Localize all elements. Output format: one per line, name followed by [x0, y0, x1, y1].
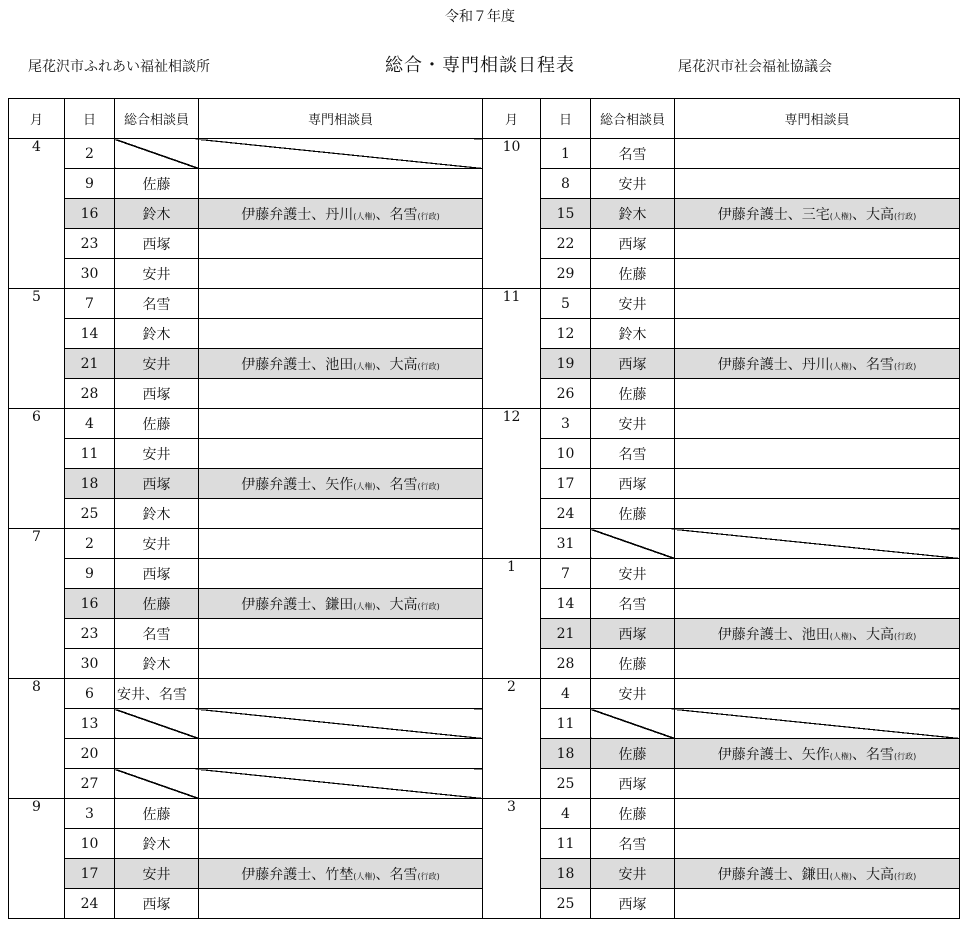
right-general-cell	[591, 709, 675, 739]
left-day-cell: 14	[65, 319, 115, 349]
table-row	[9, 139, 960, 169]
right-specialist-cell	[675, 529, 960, 559]
col-month-right: 月	[483, 99, 541, 139]
right-general-cell: 西塚	[591, 469, 675, 499]
right-general-cell: 西塚	[591, 619, 675, 649]
left-specialist-cell: 伊藤弁護士、池田(人権)、大高(行政)	[199, 349, 483, 379]
right-specialist-cell	[675, 799, 960, 829]
left-general-cell: 鈴木	[115, 199, 199, 229]
right-specialist-cell	[675, 469, 960, 499]
left-day-cell: 2	[65, 529, 115, 559]
right-day-cell: 15	[541, 199, 591, 229]
right-day-cell: 26	[541, 379, 591, 409]
table-row	[9, 559, 960, 589]
left-day-cell: 3	[65, 799, 115, 829]
right-day-cell: 4	[541, 679, 591, 709]
left-general-cell: 名雪	[115, 289, 199, 319]
left-specialist-cell	[199, 439, 483, 469]
col-specialist-right: 専門相談員	[675, 99, 960, 139]
left-month-cell: 8	[9, 679, 65, 799]
right-day-cell: 18	[541, 739, 591, 769]
right-month-cell: 1	[483, 559, 541, 679]
right-specialist-cell: 伊藤弁護士、丹川(人権)、名雪(行政)	[675, 349, 960, 379]
left-general-cell: 安井	[115, 439, 199, 469]
right-general-cell: 西塚	[591, 769, 675, 799]
right-general-cell: 名雪	[591, 589, 675, 619]
right-month-cell: 3	[483, 799, 541, 919]
right-general-cell: 佐藤	[591, 739, 675, 769]
right-specialist-cell	[675, 889, 960, 919]
left-general-cell: 西塚	[115, 889, 199, 919]
left-day-cell: 20	[65, 739, 115, 769]
right-day-cell: 1	[541, 139, 591, 169]
left-specialist-cell	[199, 409, 483, 439]
left-specialist-cell	[199, 529, 483, 559]
right-month-cell: 10	[483, 139, 541, 289]
left-specialist-cell: 伊藤弁護士、竹埜(人権)、名雪(行政)	[199, 859, 483, 889]
table-row	[9, 799, 960, 829]
right-specialist-cell: 伊藤弁護士、矢作(人権)、名雪(行政)	[675, 739, 960, 769]
right-specialist-cell	[675, 259, 960, 289]
left-day-cell: 10	[65, 829, 115, 859]
left-general-cell	[115, 769, 199, 799]
left-day-cell: 30	[65, 649, 115, 679]
right-day-cell: 21	[541, 619, 591, 649]
left-specialist-cell	[199, 829, 483, 859]
left-general-cell	[115, 709, 199, 739]
right-specialist-cell	[675, 289, 960, 319]
left-month-cell: 4	[9, 139, 65, 289]
right-day-cell: 8	[541, 169, 591, 199]
right-general-cell: 安井	[591, 169, 675, 199]
left-general-cell: 佐藤	[115, 169, 199, 199]
right-specialist-cell	[675, 649, 960, 679]
col-month-left: 月	[9, 99, 65, 139]
right-general-cell: 佐藤	[591, 379, 675, 409]
table-row	[9, 409, 960, 439]
table-row	[9, 679, 960, 709]
right-day-cell: 14	[541, 589, 591, 619]
right-specialist-cell	[675, 769, 960, 799]
right-day-cell: 25	[541, 889, 591, 919]
right-day-cell: 5	[541, 289, 591, 319]
right-general-cell	[591, 529, 675, 559]
left-specialist-cell	[199, 709, 483, 739]
left-day-cell: 9	[65, 169, 115, 199]
right-general-cell: 西塚	[591, 889, 675, 919]
left-general-cell	[115, 739, 199, 769]
right-specialist-cell	[675, 319, 960, 349]
left-specialist-cell	[199, 169, 483, 199]
left-day-cell: 9	[65, 559, 115, 589]
right-general-cell: 佐藤	[591, 799, 675, 829]
right-day-cell: 4	[541, 799, 591, 829]
left-day-cell: 25	[65, 499, 115, 529]
right-general-cell: 佐藤	[591, 499, 675, 529]
left-general-cell: 佐藤	[115, 799, 199, 829]
fiscal-year: 令和７年度	[445, 9, 515, 25]
right-specialist-cell	[675, 229, 960, 259]
right-day-cell: 11	[541, 829, 591, 859]
right-general-cell: 名雪	[591, 139, 675, 169]
right-day-cell: 28	[541, 649, 591, 679]
left-month-cell: 5	[9, 289, 65, 409]
right-specialist-cell	[675, 589, 960, 619]
left-day-cell: 18	[65, 469, 115, 499]
right-month-cell: 11	[483, 289, 541, 409]
right-general-cell: 西塚	[591, 229, 675, 259]
right-general-cell: 鈴木	[591, 319, 675, 349]
left-day-cell: 21	[65, 349, 115, 379]
table-row	[9, 289, 960, 319]
right-general-cell: 佐藤	[591, 649, 675, 679]
left-day-cell: 11	[65, 439, 115, 469]
left-specialist-cell	[199, 379, 483, 409]
left-general-cell: 西塚	[115, 379, 199, 409]
right-day-cell: 19	[541, 349, 591, 379]
right-general-cell: 佐藤	[591, 259, 675, 289]
left-day-cell: 24	[65, 889, 115, 919]
left-specialist-cell	[199, 889, 483, 919]
col-general-left: 総合相談員	[115, 99, 199, 139]
left-specialist-cell	[199, 229, 483, 259]
right-general-cell: 安井	[591, 559, 675, 589]
left-day-cell: 17	[65, 859, 115, 889]
left-specialist-cell: 伊藤弁護士、鎌田(人権)、大高(行政)	[199, 589, 483, 619]
left-day-cell: 28	[65, 379, 115, 409]
left-general-cell: 鈴木	[115, 829, 199, 859]
right-specialist-cell	[675, 829, 960, 859]
left-general-cell: 名雪	[115, 619, 199, 649]
right-specialist-cell	[675, 559, 960, 589]
left-day-cell: 23	[65, 229, 115, 259]
right-general-cell: 名雪	[591, 439, 675, 469]
left-month-cell: 6	[9, 409, 65, 529]
left-day-cell: 30	[65, 259, 115, 289]
header-row	[9, 99, 960, 139]
left-specialist-cell	[199, 739, 483, 769]
left-specialist-cell: 伊藤弁護士、丹川(人権)、名雪(行政)	[199, 199, 483, 229]
col-specialist-left: 専門相談員	[199, 99, 483, 139]
right-specialist-cell	[675, 709, 960, 739]
right-month-cell: 12	[483, 409, 541, 559]
col-general-right: 総合相談員	[591, 99, 675, 139]
right-specialist-cell	[675, 679, 960, 709]
left-general-cell	[115, 139, 199, 169]
right-specialist-cell: 伊藤弁護士、三宅(人権)、大高(行政)	[675, 199, 960, 229]
left-specialist-cell	[199, 799, 483, 829]
right-day-cell: 18	[541, 859, 591, 889]
left-general-cell: 佐藤	[115, 589, 199, 619]
left-day-cell: 27	[65, 769, 115, 799]
col-day-left: 日	[65, 99, 115, 139]
left-day-cell: 4	[65, 409, 115, 439]
left-specialist-cell: 伊藤弁護士、矢作(人権)、名雪(行政)	[199, 469, 483, 499]
left-general-cell: 鈴木	[115, 319, 199, 349]
schedule-table	[8, 98, 960, 919]
left-day-cell: 13	[65, 709, 115, 739]
right-day-cell: 29	[541, 259, 591, 289]
left-general-cell: 西塚	[115, 229, 199, 259]
left-organization: 尾花沢市ふれあい福祉相談所	[28, 59, 210, 75]
right-specialist-cell	[675, 499, 960, 529]
left-specialist-cell	[199, 499, 483, 529]
left-day-cell: 16	[65, 589, 115, 619]
right-general-cell: 鈴木	[591, 199, 675, 229]
left-specialist-cell	[199, 619, 483, 649]
right-day-cell: 17	[541, 469, 591, 499]
right-day-cell: 24	[541, 499, 591, 529]
right-specialist-cell	[675, 439, 960, 469]
left-specialist-cell	[199, 559, 483, 589]
left-specialist-cell	[199, 289, 483, 319]
right-day-cell: 11	[541, 709, 591, 739]
left-general-cell: 安井、名雪	[115, 679, 199, 709]
right-general-cell: 安井	[591, 409, 675, 439]
left-specialist-cell	[199, 769, 483, 799]
left-day-cell: 23	[65, 619, 115, 649]
right-day-cell: 3	[541, 409, 591, 439]
left-specialist-cell	[199, 679, 483, 709]
right-general-cell: 西塚	[591, 349, 675, 379]
left-specialist-cell	[199, 139, 483, 169]
right-day-cell: 10	[541, 439, 591, 469]
left-day-cell: 7	[65, 289, 115, 319]
right-general-cell: 安井	[591, 859, 675, 889]
right-specialist-cell: 伊藤弁護士、池田(人権)、大高(行政)	[675, 619, 960, 649]
left-specialist-cell	[199, 649, 483, 679]
schedule-body	[9, 139, 960, 919]
right-specialist-cell: 伊藤弁護士、鎌田(人権)、大高(行政)	[675, 859, 960, 889]
right-organization: 尾花沢市社会福祉協議会	[678, 59, 832, 75]
left-day-cell: 6	[65, 679, 115, 709]
left-general-cell: 佐藤	[115, 409, 199, 439]
left-month-cell: 7	[9, 529, 65, 679]
left-month-cell: 9	[9, 799, 65, 919]
right-specialist-cell	[675, 409, 960, 439]
left-general-cell: 安井	[115, 349, 199, 379]
right-general-cell: 安井	[591, 289, 675, 319]
right-day-cell: 31	[541, 529, 591, 559]
right-general-cell: 安井	[591, 679, 675, 709]
right-day-cell: 22	[541, 229, 591, 259]
left-specialist-cell	[199, 319, 483, 349]
left-general-cell: 安井	[115, 259, 199, 289]
left-general-cell: 西塚	[115, 559, 199, 589]
left-general-cell: 鈴木	[115, 499, 199, 529]
right-day-cell: 7	[541, 559, 591, 589]
document-title: 総合・専門相談日程表	[385, 55, 575, 76]
left-specialist-cell	[199, 259, 483, 289]
left-day-cell: 16	[65, 199, 115, 229]
right-general-cell: 名雪	[591, 829, 675, 859]
right-specialist-cell	[675, 169, 960, 199]
right-day-cell: 25	[541, 769, 591, 799]
left-general-cell: 安井	[115, 859, 199, 889]
left-general-cell: 鈴木	[115, 649, 199, 679]
left-day-cell: 2	[65, 139, 115, 169]
right-specialist-cell	[675, 139, 960, 169]
right-day-cell: 12	[541, 319, 591, 349]
left-general-cell: 安井	[115, 529, 199, 559]
right-month-cell: 2	[483, 679, 541, 799]
col-day-right: 日	[541, 99, 591, 139]
right-specialist-cell	[675, 379, 960, 409]
left-general-cell: 西塚	[115, 469, 199, 499]
